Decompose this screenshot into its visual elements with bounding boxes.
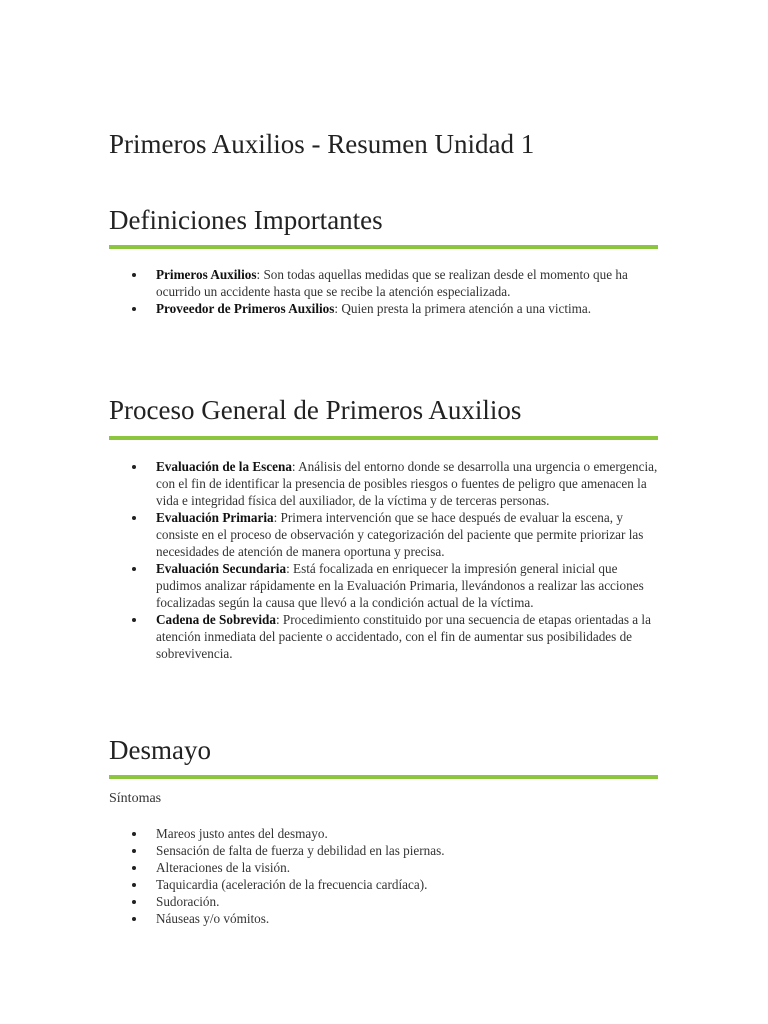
section-heading: Desmayo <box>109 735 211 765</box>
list-item <box>109 300 661 317</box>
term: Evaluación Primaria <box>156 510 274 525</box>
section-divider <box>109 436 658 440</box>
list-item: Náuseas y/o vómitos. <box>109 910 661 927</box>
section-heading: Definiciones Importantes <box>109 205 383 235</box>
section-divider <box>109 245 658 249</box>
list-item <box>109 458 661 509</box>
subheading: Síntomas <box>109 791 162 806</box>
section-divider <box>109 775 658 779</box>
list-item <box>109 266 661 300</box>
list-item: Taquicardia (aceleración de la frecuencia cardíaca). <box>109 876 661 893</box>
document-title: Primeros Auxilios - Resumen Unidad 1 <box>109 129 535 159</box>
definition: : Quien presta la primera atención a una victima. <box>334 301 592 316</box>
section-heading: Proceso General de Primeros Auxilios <box>109 395 522 425</box>
list-item: Alteraciones de la visión. <box>109 859 661 876</box>
term: Evaluación de la Escena <box>156 459 292 474</box>
term: Evaluación Secundaria <box>156 561 287 576</box>
definition: : Está focalizada en enriquecer la impresión general inicial que pudimos analizar rápidamente en la Evaluación Primaria, llevándonos a realizar las acciones focalizadas según la causa que llevó a la condición actual de la víctima. <box>156 561 644 610</box>
list-item <box>109 611 661 662</box>
definition: : Primera intervención que se hace después de evaluar la escena, y consiste en el proceso de observación y categorización del paciente que permite priorizar las necesidades de atención de manera oportuna y precisa. <box>156 510 644 559</box>
process-list <box>109 458 661 662</box>
term: Primeros Auxilios <box>156 267 257 282</box>
term: Proveedor de Primeros Auxilios <box>156 301 335 316</box>
term: Cadena de Sobrevida <box>156 612 276 627</box>
list-item <box>109 509 661 560</box>
symptoms-list <box>109 825 661 927</box>
list-item: Mareos justo antes del desmayo. <box>109 825 661 842</box>
list-item <box>109 560 661 611</box>
definitions-list <box>109 266 661 317</box>
list-item: Sensación de falta de fuerza y debilidad en las piernas. <box>109 842 661 859</box>
definition: : Procedimiento constituido por una secuencia de etapas orientadas a la atención inmediata del paciente o accidentado, con el fin de aumentar sus posibilidades de sobrevivencia. <box>156 612 651 661</box>
list-item: Sudoración. <box>109 893 661 910</box>
definition: : Análisis del entorno donde se desarrolla una urgencia o emergencia, con el fin de identificar la presencia de posibles riesgos o fuentes de peligro que amenacen la vida e integridad física del auxiliador, de la víctima y de terceras personas. <box>156 459 658 508</box>
definition: : Son todas aquellas medidas que se realizan desde el momento que ha ocurrido un accidente hasta que se recibe la atención especializada. <box>156 267 628 299</box>
